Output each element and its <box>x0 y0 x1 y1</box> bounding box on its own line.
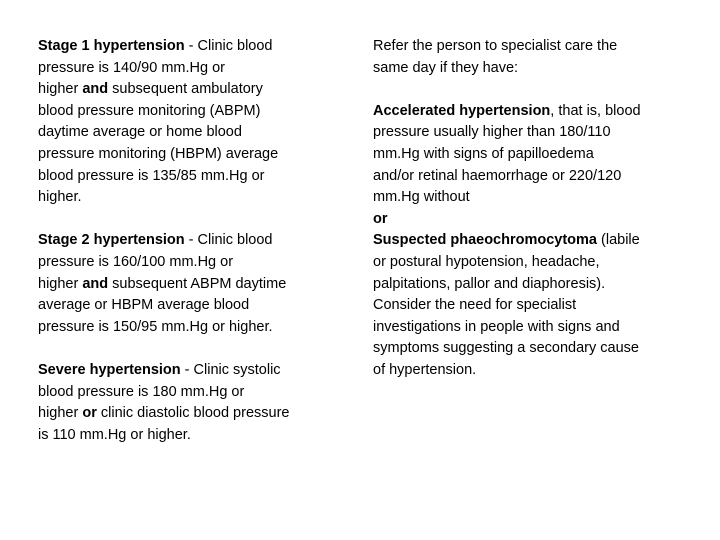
stage1-line-1 <box>38 36 330 58</box>
severe-text: - Clinic systolic <box>180 361 281 378</box>
phaeo-title: Suspected phaeochromocytoma <box>373 232 597 249</box>
stage2-line-4: average or HBPM average blood <box>38 297 250 314</box>
stage2-line-3 <box>38 274 330 296</box>
severe-title: Severe hypertension <box>38 361 181 378</box>
stage1-paragraph <box>38 36 330 209</box>
left-column <box>38 36 330 468</box>
stage1-line-2: pressure is 140/90 mm.Hg or <box>38 59 225 76</box>
or-separator: or <box>373 210 388 227</box>
phaeo-line-4: Consider the need for specialist <box>373 297 577 314</box>
accelerated-line-1 <box>373 101 693 123</box>
phaeo-line-6: symptoms suggesting a secondary cause <box>373 340 639 357</box>
referral-criteria <box>373 101 693 382</box>
stage2-paragraph <box>38 230 330 338</box>
phaeo-line-5: investigations in people with signs and <box>373 318 620 335</box>
phaeo-line-7: of hypertension. <box>373 361 477 378</box>
accelerated-line-4: and/or retinal haemorrhage or 220/120 <box>373 167 622 184</box>
phaeo-line-2: or postural hypotension, headache, <box>373 253 600 270</box>
severe-text: higher <box>38 405 83 422</box>
stage1-text: higher <box>38 81 83 98</box>
stage2-text: - Clinic blood <box>184 232 273 249</box>
stage1-line-6: pressure monitoring (HBPM) average <box>38 145 279 162</box>
stage1-text: subsequent ambulatory <box>108 81 263 98</box>
right-column <box>373 36 693 403</box>
severe-line-3 <box>38 403 330 425</box>
accelerated-text: , that is, blood <box>550 102 641 119</box>
stage2-and-keyword: and <box>82 275 109 292</box>
severe-line-1 <box>38 360 330 382</box>
stage1-line-3 <box>38 79 330 101</box>
stage1-and-keyword: and <box>82 81 109 98</box>
phaeo-text: (labile <box>597 232 640 249</box>
stage1-line-8: higher. <box>38 189 82 206</box>
phaeo-line-3: palpitations, pallor and diaphoresis). <box>373 275 606 292</box>
stage1-line-7: blood pressure is 135/85 mm.Hg or <box>38 167 265 184</box>
severe-text: clinic diastolic blood pressure <box>96 405 290 422</box>
referral-intro-line-1: Refer the person to specialist care the <box>373 38 618 54</box>
stage2-text: higher <box>38 275 83 292</box>
accelerated-line-2: pressure usually higher than 180/110 <box>373 124 611 141</box>
severe-paragraph <box>38 360 330 446</box>
stage1-line-4: blood pressure monitoring (ABPM) <box>38 102 261 119</box>
accelerated-title: Accelerated hypertension <box>373 102 551 119</box>
stage2-title: Stage 2 hypertension <box>38 232 185 249</box>
accelerated-line-5: mm.Hg without <box>373 189 470 206</box>
stage1-text: - Clinic blood <box>184 38 273 54</box>
severe-line-2: blood pressure is 180 mm.Hg or <box>38 383 245 400</box>
stage2-line-5: pressure is 150/95 mm.Hg or higher. <box>38 318 273 335</box>
stage1-line-5: daytime average or home blood <box>38 124 242 141</box>
severe-or-keyword: or <box>82 405 97 422</box>
referral-intro <box>373 36 693 79</box>
stage2-line-2: pressure is 160/100 mm.Hg or <box>38 253 234 270</box>
phaeo-line-1 <box>373 230 693 252</box>
stage2-line-1 <box>38 230 330 252</box>
stage2-text: subsequent ABPM daytime <box>108 275 287 292</box>
stage1-title: Stage 1 hypertension <box>38 38 185 54</box>
accelerated-line-3: mm.Hg with signs of papilloedema <box>373 145 594 162</box>
referral-intro-line-2: same day if they have: <box>373 59 519 76</box>
severe-line-4: is 110 mm.Hg or higher. <box>38 426 191 443</box>
